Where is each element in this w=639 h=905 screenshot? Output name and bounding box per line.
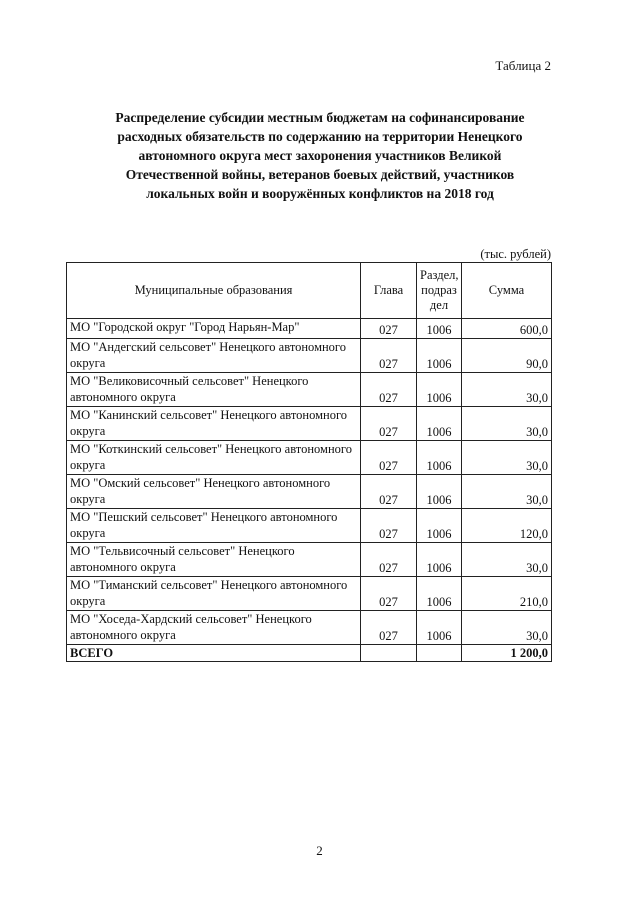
- amount-cell: 600,0: [462, 319, 552, 339]
- section-cell: 1006: [417, 319, 462, 339]
- section-cell: 1006: [417, 407, 462, 441]
- header-chapter: Глава: [361, 263, 417, 319]
- municipality-cell: МО "Великовисочный сельсовет" Ненецкого автономного округа: [67, 373, 361, 407]
- table-row: [67, 509, 552, 543]
- title-line: Отечественной войны, ветеранов боевых действий, участников: [125, 167, 515, 182]
- municipality-cell: МО "Тельвисочный сельсовет" Ненецкого автономного округа: [67, 543, 361, 577]
- table-row: [67, 543, 552, 577]
- total-label: ВСЕГО: [67, 645, 361, 662]
- chapter-cell: 027: [361, 543, 417, 577]
- chapter-cell: 027: [361, 611, 417, 645]
- header-amount: Сумма: [462, 263, 552, 319]
- table-label: Таблица 2: [495, 58, 551, 73]
- title-line: Распределение субсидии местным бюджетам на софинансирование: [115, 110, 525, 125]
- header-row: [67, 263, 552, 319]
- title-line: расходных обязательств по содержанию на территории Ненецкого: [117, 129, 523, 144]
- chapter-cell: 027: [361, 441, 417, 475]
- total-section-empty: [417, 645, 462, 662]
- municipality-cell: МО "Канинский сельсовет" Ненецкого автономного округа: [67, 407, 361, 441]
- municipality-cell: МО "Андегский сельсовет" Ненецкого автономного округа: [67, 339, 361, 373]
- municipality-cell: МО "Городской округ "Город Нарьян-Мар": [67, 319, 361, 339]
- table-row: [67, 373, 552, 407]
- section-cell: 1006: [417, 339, 462, 373]
- total-amount: 1 200,0: [462, 645, 552, 662]
- section-cell: 1006: [417, 577, 462, 611]
- table-row: [67, 577, 552, 611]
- municipality-cell: МО "Хоседа-Хардский сельсовет" Ненецкого автономного округа: [67, 611, 361, 645]
- amount-cell: 210,0: [462, 577, 552, 611]
- amount-cell: 30,0: [462, 475, 552, 509]
- municipality-cell: МО "Омский сельсовет" Ненецкого автономного округа: [67, 475, 361, 509]
- chapter-cell: 027: [361, 319, 417, 339]
- document-title: [60, 108, 580, 203]
- total-row: [67, 645, 552, 662]
- chapter-cell: 027: [361, 339, 417, 373]
- section-cell: 1006: [417, 441, 462, 475]
- amount-cell: 30,0: [462, 373, 552, 407]
- chapter-cell: 027: [361, 509, 417, 543]
- amount-cell: 30,0: [462, 441, 552, 475]
- amount-cell: 90,0: [462, 339, 552, 373]
- subsidy-table: [66, 262, 552, 662]
- table-row: [67, 611, 552, 645]
- header-section-line: Раздел,: [420, 268, 459, 282]
- header-section-line: дел: [429, 298, 449, 312]
- amount-cell: 120,0: [462, 509, 552, 543]
- amount-cell: 30,0: [462, 543, 552, 577]
- header-section: [417, 263, 462, 319]
- municipality-cell: МО "Коткинский сельсовет" Ненецкого автономного округа: [67, 441, 361, 475]
- table-row: [67, 407, 552, 441]
- section-cell: 1006: [417, 373, 462, 407]
- total-chapter-empty: [361, 645, 417, 662]
- table-row: [67, 475, 552, 509]
- amount-cell: 30,0: [462, 611, 552, 645]
- header-municipality: Муниципальные образования: [67, 263, 361, 319]
- table-row: [67, 319, 552, 339]
- header-section-line: подраз: [421, 283, 457, 297]
- title-line: локальных войн и вооружённых конфликтов на 2018 год: [146, 186, 494, 201]
- title-line: автономного округа мест захоронения участников Великой: [138, 148, 502, 163]
- chapter-cell: 027: [361, 475, 417, 509]
- table-row: [67, 441, 552, 475]
- chapter-cell: 027: [361, 407, 417, 441]
- amount-cell: 30,0: [462, 407, 552, 441]
- municipality-cell: МО "Пешский сельсовет" Ненецкого автономного округа: [67, 509, 361, 543]
- section-cell: 1006: [417, 475, 462, 509]
- chapter-cell: 027: [361, 577, 417, 611]
- units-label: (тыс. рублей): [480, 247, 551, 261]
- page-number: 2: [316, 843, 323, 858]
- table-row: [67, 339, 552, 373]
- section-cell: 1006: [417, 543, 462, 577]
- section-cell: 1006: [417, 611, 462, 645]
- section-cell: 1006: [417, 509, 462, 543]
- municipality-cell: МО "Тиманский сельсовет" Ненецкого автономного округа: [67, 577, 361, 611]
- chapter-cell: 027: [361, 373, 417, 407]
